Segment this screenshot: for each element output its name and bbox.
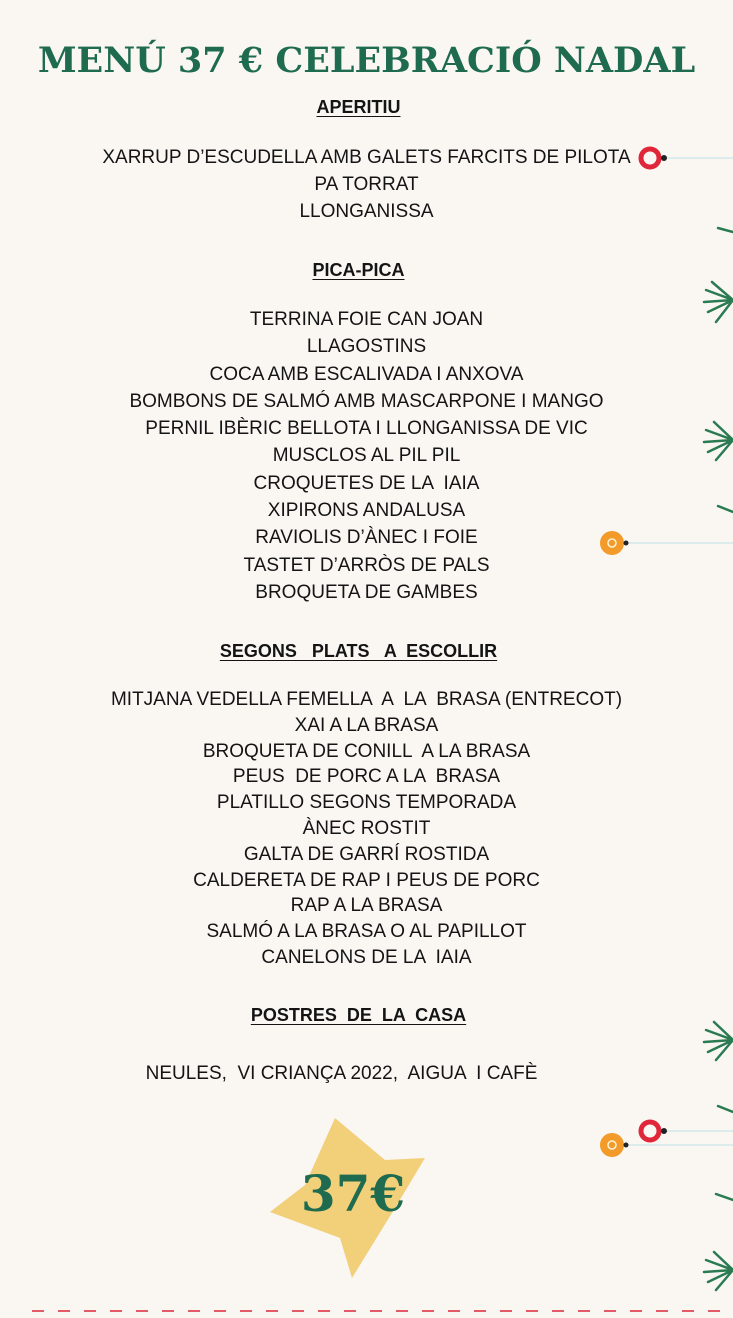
menu-item: BOMBONS DE SALMÓ AMB MASCARPONE I MANGO [129,390,604,412]
red-ornament-icon [641,1122,667,1140]
menu-item: XAI A LA BRASA [294,714,439,736]
menu-item: CALDERETA DE RAP I PEUS DE PORC [193,869,540,891]
menu-item: SALMÓ A LA BRASA O AL PAPILLOT [206,921,527,943]
menu-item: NEULES, VI CRIANÇA 2022, AIGUA I CAFÈ [145,1063,538,1084]
menu-item: PERNIL IBÈRIC BELLOTA I LLONGANISSA DE VIC [145,418,588,440]
menu-item: PA TORRAT [314,174,419,195]
page-title: MENÚ 37 € CELEBRACIÓ NADAL [37,40,696,81]
section-heading: PICA-PICA [312,260,405,280]
menu-item: RAVIOLIS D’ÀNEC I FOIE [255,527,478,549]
menu-item: TASTET D’ARRÒS DE PALS [243,554,490,576]
menu-item: CROQUETES DE LA IAIA [253,472,480,494]
menu-item: XARRUP D’ESCUDELLA AMB GALETS FARCITS DE PILOTA [102,147,631,168]
menu-item: XIPIRONS ANDALUSA [267,500,466,522]
price-badge: 37€ [300,1164,406,1223]
menu-item: LLAGOSTINS [306,336,427,358]
menu-item: ÀNEC ROSTIT [302,817,431,839]
section-heading: APERITIU [316,97,401,117]
menu-item: PEUS DE PORC A LA BRASA [232,766,501,788]
menu-item: MITJANA VEDELLA FEMELLA A LA BRASA (ENTRECOT) [110,689,623,710]
menu-item: LLONGANISSA [299,201,434,222]
section-heading: POSTRES DE LA CASA [250,1005,467,1025]
section-heading: SEGONS PLATS A ESCOLLIR [219,641,498,661]
menu-item: CANELONS DE LA IAIA [261,946,472,968]
menu-item: MUSCLOS AL PIL PIL [272,445,461,467]
menu-item: PLATILLO SEGONS TEMPORADA [216,792,517,814]
menu-item: GALTA DE GARRÍ ROSTIDA [243,843,490,865]
menu-item: BROQUETA DE CONILL A LA BRASA [202,740,531,762]
menu-item: RAP A LA BRASA [290,895,443,917]
orange-ornament-icon [600,1133,629,1157]
menu-item: COCA AMB ESCALIVADA I ANXOVA [209,363,524,385]
menu-item: BROQUETA DE GAMBES [255,581,478,603]
menu-item: TERRINA FOIE CAN JOAN [249,309,484,330]
